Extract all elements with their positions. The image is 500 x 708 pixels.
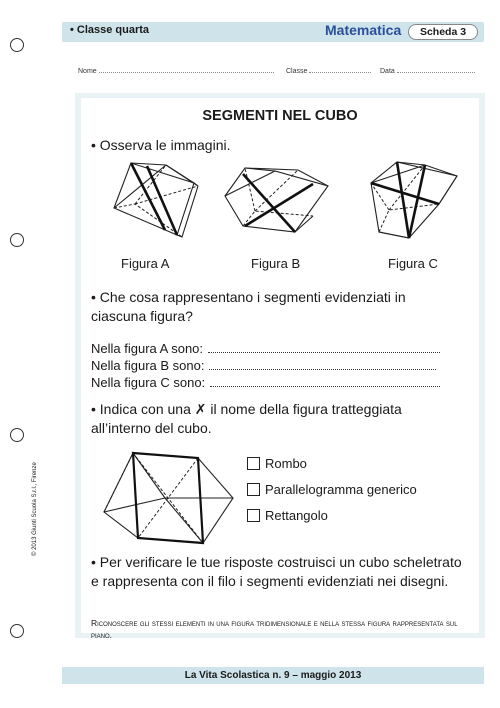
copyright: © 2013 Giunti Scuola S.r.l., Firenze	[32, 462, 38, 556]
footer-bar: La Vita Scolastica n. 9 – maggio 2013	[62, 667, 484, 684]
subject-title: Matematica	[325, 22, 402, 38]
question-verify: • Per verificare le tue risposte costruisci un cubo scheletrato e rappresenta con il filo i segmenti evidenziati nei disegni.	[91, 554, 462, 589]
option-rombo-checkbox[interactable]	[247, 457, 260, 470]
figure-b-label: Figura B	[251, 256, 301, 271]
sheet-badge: Scheda 3	[408, 24, 478, 40]
worksheet-card	[81, 98, 479, 640]
binder-hole	[10, 428, 24, 442]
binder-hole	[10, 233, 24, 247]
binder-hole	[10, 624, 24, 638]
question-segments: • Che cosa rappresentano i segmenti evidenziati in ciascuna figura?	[91, 289, 406, 324]
cross-mark-icon: ✗	[194, 401, 207, 417]
option-parallelogramma[interactable]: Parallelogramma generico	[247, 482, 417, 497]
question-observe: • Osserva le immagini.	[91, 137, 231, 153]
grade-label: • Classe quarta	[70, 24, 150, 36]
cube-figure-a	[111, 160, 206, 240]
option-parallelogramma-checkbox[interactable]	[247, 483, 260, 496]
class-label: Classe	[286, 68, 308, 75]
name-label: Nome	[78, 68, 97, 75]
option-rettangolo-checkbox[interactable]	[247, 509, 260, 522]
answer-line-b[interactable]	[91, 357, 436, 374]
cube-figure-b	[223, 166, 333, 246]
teacher-note: Riconoscere gli stessi elementi in una figura tridimensionale e nella stessa figura rappresentata sul piano.	[91, 618, 458, 640]
date-field[interactable]	[380, 65, 475, 75]
date-label: Data	[380, 68, 395, 75]
student-fields	[78, 65, 482, 77]
option-rettangolo[interactable]: Rettangolo	[247, 508, 328, 523]
answer-a-label: Nella figura A sono:	[91, 341, 204, 356]
class-field[interactable]	[286, 65, 371, 75]
figure-c-label: Figura C	[388, 256, 438, 271]
question-indicate: • Indica con una ✗ il nome della figura tratteggiata all’interno del cubo.	[91, 401, 402, 436]
header-bar	[62, 22, 484, 42]
binder-hole	[10, 38, 24, 52]
name-field[interactable]	[78, 65, 274, 75]
answer-c-label: Nella figura C sono:	[91, 375, 206, 390]
answer-line-c[interactable]	[91, 374, 440, 391]
option-rombo[interactable]: Rombo	[247, 456, 307, 471]
cube-figure-c	[369, 160, 459, 245]
figure-a-label: Figura A	[121, 256, 170, 271]
cube-dashed-figure	[103, 448, 235, 548]
worksheet-title: SEGMENTI NEL CUBO	[202, 108, 358, 124]
answer-b-label: Nella figura B sono:	[91, 358, 205, 373]
answer-line-a[interactable]	[91, 340, 440, 357]
